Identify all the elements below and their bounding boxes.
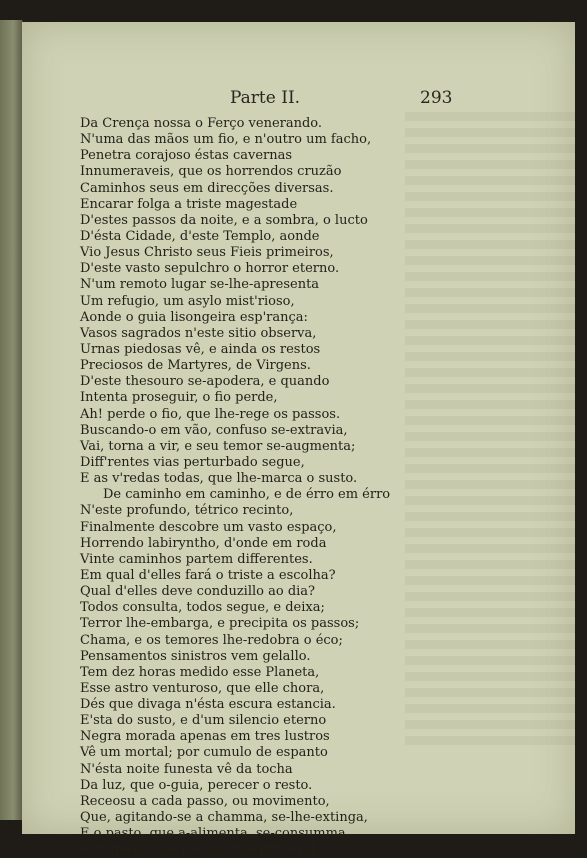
page-header — [22, 88, 575, 118]
text-line: N'uma das mãos um fio, e n'outro um facho, — [80, 132, 372, 148]
book-page — [22, 22, 575, 858]
text-line: E'sta do susto, e d'um silencio eterno — [80, 713, 327, 729]
left-page-edge — [0, 20, 23, 820]
text-line: Urnas piedosas vê, e ainda os restos — [80, 341, 321, 357]
text-line: Que, agitando-se a chamma, se-lhe-extinga, — [80, 810, 368, 826]
text-line: Tem dez horas medido esse Planeta, — [80, 664, 320, 680]
text-line: Vê um mortal; por cumulo de espanto — [80, 745, 328, 761]
text-line: E o pasto, que a-alimenta, se-consumma, — [80, 826, 350, 842]
text-line: Encarar folga a triste magestade — [80, 196, 298, 212]
text-line: N'um remoto lugar se-lhe-apresenta — [80, 277, 320, 293]
text-line: Esse astro venturoso, que elle chora, — [80, 680, 325, 696]
poem-text — [80, 116, 560, 858]
text-line: Negra morada apenas em tres lustros — [80, 729, 330, 745]
text-line: Diff'rentes vias perturbado segue, — [80, 454, 305, 470]
text-line: Buscando-o em vão, confuso se-extravia, — [80, 422, 348, 438]
text-line: Terror lhe-embarga, e precipita os passos; — [80, 616, 360, 632]
text-line: D'este thesouro se-apodera, e quando — [80, 374, 330, 390]
text-line: Um refugio, um asylo mist'rioso, — [80, 293, 295, 309]
text-line: Ah! perde o fio, que lhe-rege os passos. — [80, 406, 341, 422]
text-line: Todos consulta, todos segue, e deixa; — [80, 600, 325, 616]
text-line: Finalmente descobre um vasto espaço, — [80, 519, 337, 535]
text-line: Aonde o guia lisongeira esp'rança: — [80, 309, 308, 325]
text-line: Da Crença nossa o Ferço venerando. — [80, 116, 323, 131]
text-line: Caminhos seus em direcções diversas. — [80, 180, 334, 196]
text-line: Qual d'elles deve conduzillo ao dia? — [80, 584, 316, 600]
text-line: Preciosos de Martyres, de Virgens. — [80, 358, 311, 374]
text-line: D'estes passos da noite, e a sombra, o lucto — [80, 212, 368, 228]
text-line: Vai, torna a vir, e seu temor se-augmenta; — [80, 438, 356, 454]
text-line: Penetra corajoso éstas cavernas — [80, 148, 293, 164]
text-line: Innumeraveis, que os horrendos cruzão — [80, 164, 342, 180]
text-line: Dés que divaga n'ésta escura estancia. — [80, 697, 336, 713]
text-line: Vio Jesus Christo seus Fieis primeiros, — [80, 245, 334, 261]
text-line: Pensamentos sinistros vem gelallo. — [80, 648, 311, 664]
text-line: N'ésta noite funesta vê da tocha — [80, 761, 293, 777]
text-line: De caminho em caminho, e de érro em érro — [103, 487, 391, 503]
text-line: Horrendo labiryntho, d'onde em roda — [80, 535, 327, 551]
page-number: 293 — [420, 88, 453, 108]
text-line: N'este profundo, tétrico recinto, — [80, 503, 294, 519]
running-head: Parte II. — [230, 88, 301, 108]
text-line: Em qual d'elles fará o triste a escolha? — [80, 567, 336, 583]
text-line: D'ésta Cidade, d'este Templo, aonde — [80, 228, 320, 244]
text-line: Chama, e os temores lhe-redobra o éco; — [80, 632, 343, 648]
text-line: Receosu a cada passo, ou movimento, — [80, 793, 330, 809]
text-line: E as v'redas todas, que lhe-marca o susto. — [80, 471, 358, 487]
text-line: Da luz, que o-guia, perecer o resto. — [80, 777, 313, 793]
text-line: Intenta proseguir, o fio perde, — [80, 390, 278, 406]
text-line: Vinte caminhos partem differentes. — [80, 551, 313, 567]
text-line: D'este vasto sepulchro o horror eterno. — [80, 261, 340, 277]
text-line: Vasos sagrados n'este sitio observa, — [80, 325, 317, 341]
text-line: Algumas vezes pára, e fica immovel. — [80, 842, 320, 858]
